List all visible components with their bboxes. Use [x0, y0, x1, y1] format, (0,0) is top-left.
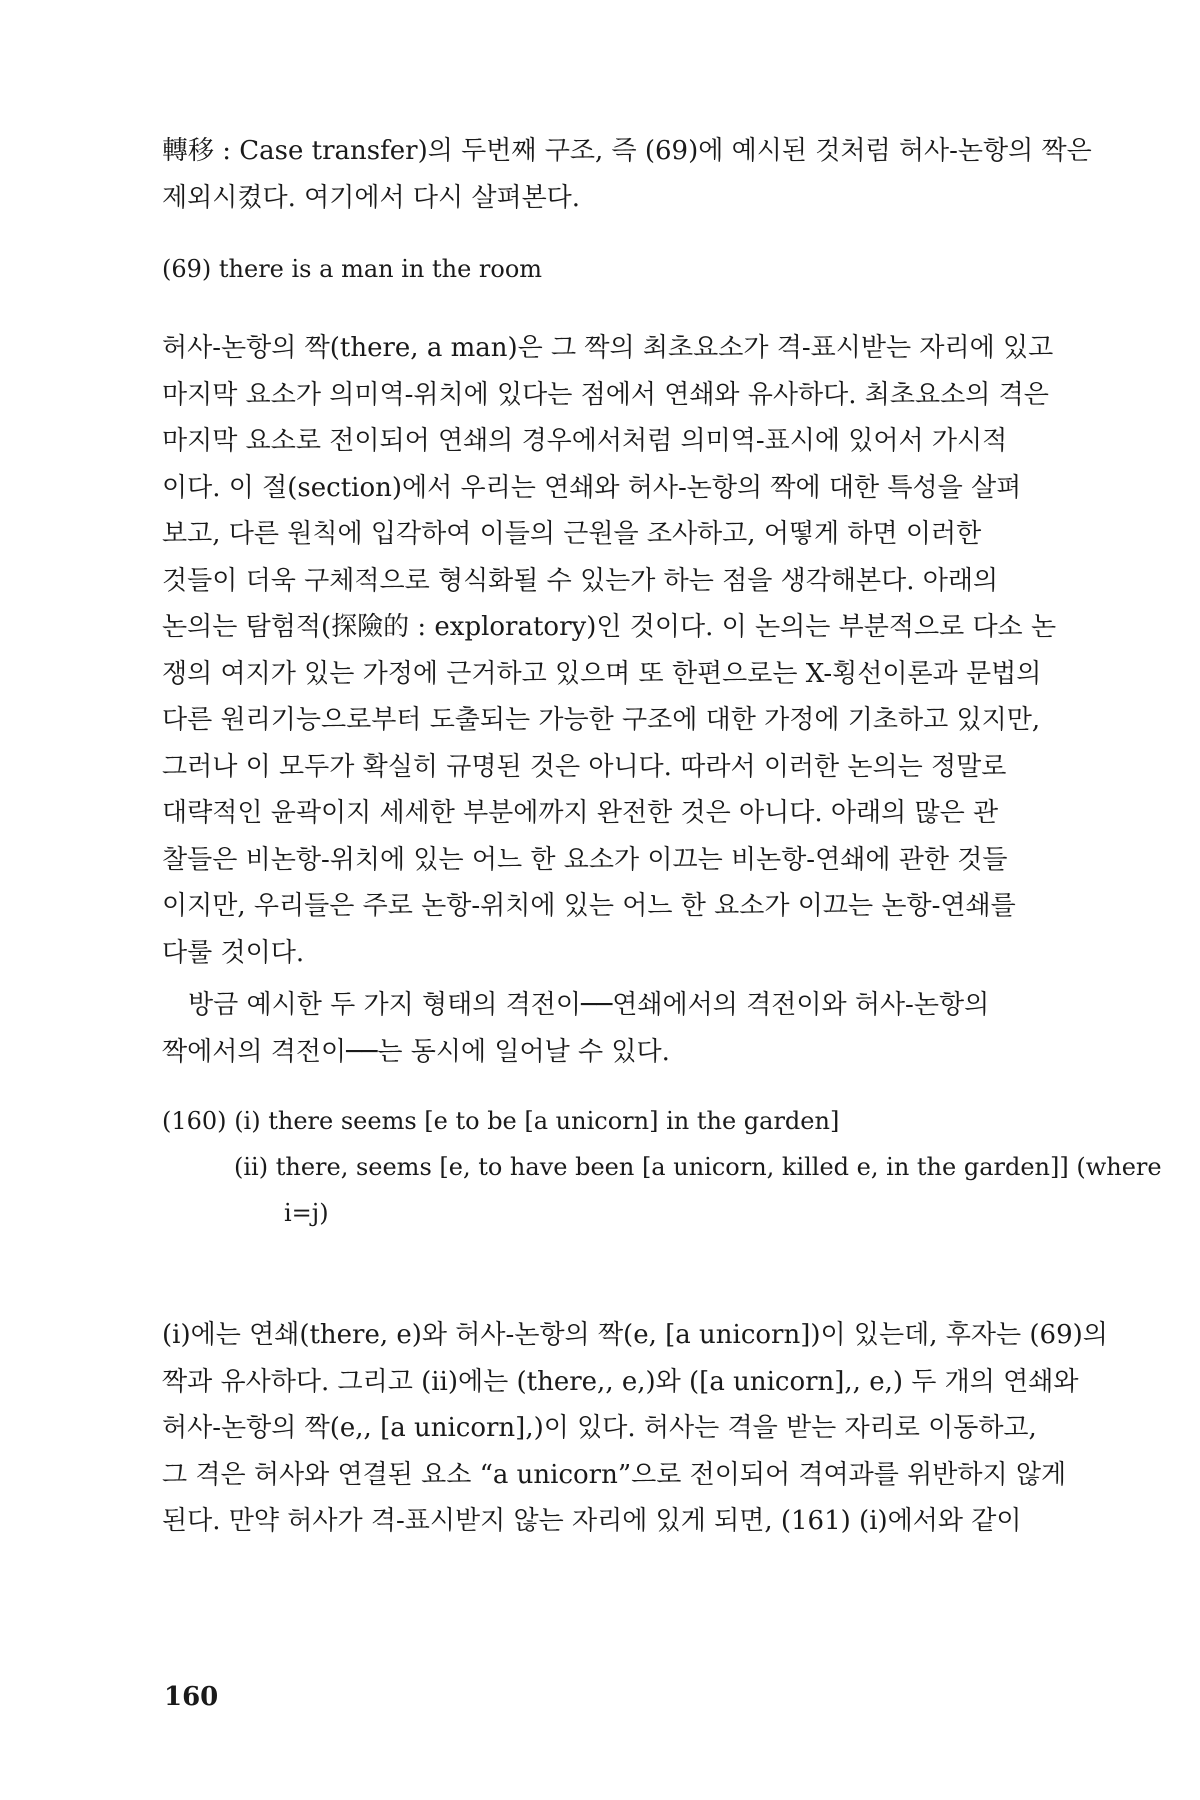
page-number: 160	[164, 1682, 219, 1712]
example-text: there, seems [e, to have been [a unicorn, killed e, in the garden]] (where	[275, 1153, 1162, 1181]
text-line: 이다. 이 절(section)에서 우리는 연쇄와 허사-논항의 짝에 대한 특성을 살펴	[162, 472, 1022, 503]
text-line: 된다. 만약 허사가 격-표시받지 않는 자리에 있게 되면, (161) (i)에서와 같이	[162, 1506, 1022, 1536]
example-number: (160)	[162, 1107, 227, 1135]
text-line: 짝에서의 격전이──는 동시에 일어날 수 있다.	[162, 1036, 670, 1067]
example-69-text: (69) there is a man in the room	[162, 255, 543, 283]
text-line: 이지만, 우리들은 주로 논항-위치에 있는 어느 한 요소가 이끄는 논항-연쇄를	[162, 891, 1016, 921]
example-69	[162, 246, 1042, 292]
example-160-ii	[162, 1144, 1162, 1190]
text-line: 제외시켰다. 여기에서 다시 살펴본다.	[162, 182, 581, 213]
paragraph-top	[162, 128, 1092, 221]
text-line: 짝과 유사하다. 그리고 (ii)에는 (there,, e,)와 ([a unicorn],, e,) 두 개의 연쇄와	[162, 1366, 1079, 1397]
text-line: (i)에는 연쇄(there, e)와 허사-논항의 짝(e, [a unicorn])이 있는데, 후자는 (69)의	[162, 1320, 1108, 1350]
paragraph-main	[162, 325, 1057, 976]
example-160-ii-cont	[162, 1190, 1042, 1236]
text-line: 것들이 더욱 구체적으로 형식화될 수 있는가 하는 점을 생각해본다. 아래의	[162, 565, 999, 596]
text-line: 허사-논항의 짝(there, a man)은 그 짝의 최초요소가 격-표시받는 자리에 있고	[162, 333, 1054, 363]
example-text: there seems [e to be [a unicorn] in the garden]	[268, 1107, 840, 1135]
text-line: 그러나 이 모두가 확실히 규명된 것은 아니다. 따라서 이러한 논의는 정말로	[162, 751, 1007, 782]
text-line: 다룰 것이다.	[162, 937, 305, 968]
example-label: (i)	[234, 1107, 261, 1135]
example-160-i	[162, 1098, 1042, 1144]
text-line: 쟁의 여지가 있는 가정에 근거하고 있으며 또 한편으로는 X-횡선이론과 문법의	[162, 658, 1042, 689]
text-line: 방금 예시한 두 가지 형태의 격전이──연쇄에서의 격전이와 허사-논항의	[162, 990, 990, 1020]
text-line: 허사-논항의 짝(e,, [a unicorn],)이 있다. 허사는 격을 받는 자리로 이동하고,	[162, 1413, 1037, 1443]
text-line: 다른 원리기능으로부터 도출되는 가능한 구조에 대한 가정에 기초하고 있지만,	[162, 705, 1041, 735]
text-line: 대략적인 윤곽이지 세세한 부분에까지 완전한 것은 아니다. 아래의 많은 관	[162, 798, 999, 828]
example-label: (ii)	[234, 1153, 269, 1181]
example-160	[162, 1098, 1162, 1236]
text-line: 마지막 요소가 의미역-위치에 있다는 점에서 연쇄와 유사하다. 최초요소의 격은	[162, 379, 1049, 410]
paragraph-second	[162, 982, 1042, 1075]
text-line: 논의는 탐험적(探險的 : exploratory)인 것이다. 이 논의는 부분적으로 다소 논	[162, 612, 1057, 642]
text-line: 보고, 다른 원칙에 입각하여 이들의 근원을 조사하고, 어떻게 하면 이러한	[162, 519, 982, 549]
example-text: i=j)	[284, 1199, 329, 1227]
text-line: 그 격은 허사와 연결된 요소 “a unicorn”으로 전이되어 격여과를 위반하지 않게	[162, 1459, 1067, 1490]
text-line: 轉移 : Case transfer)의 두번째 구조, 즉 (69)에 예시된 것처럼 허사-논항의 짝은	[162, 136, 1092, 166]
text-line: 마지막 요소로 전이되어 연쇄의 경우에서처럼 의미역-표시에 있어서 가시적	[162, 426, 1008, 456]
text-line: 찰들은 비논항-위치에 있는 어느 한 요소가 이끄는 비논항-연쇄에 관한 것들	[162, 844, 1008, 875]
paragraph-last	[162, 1312, 1108, 1545]
